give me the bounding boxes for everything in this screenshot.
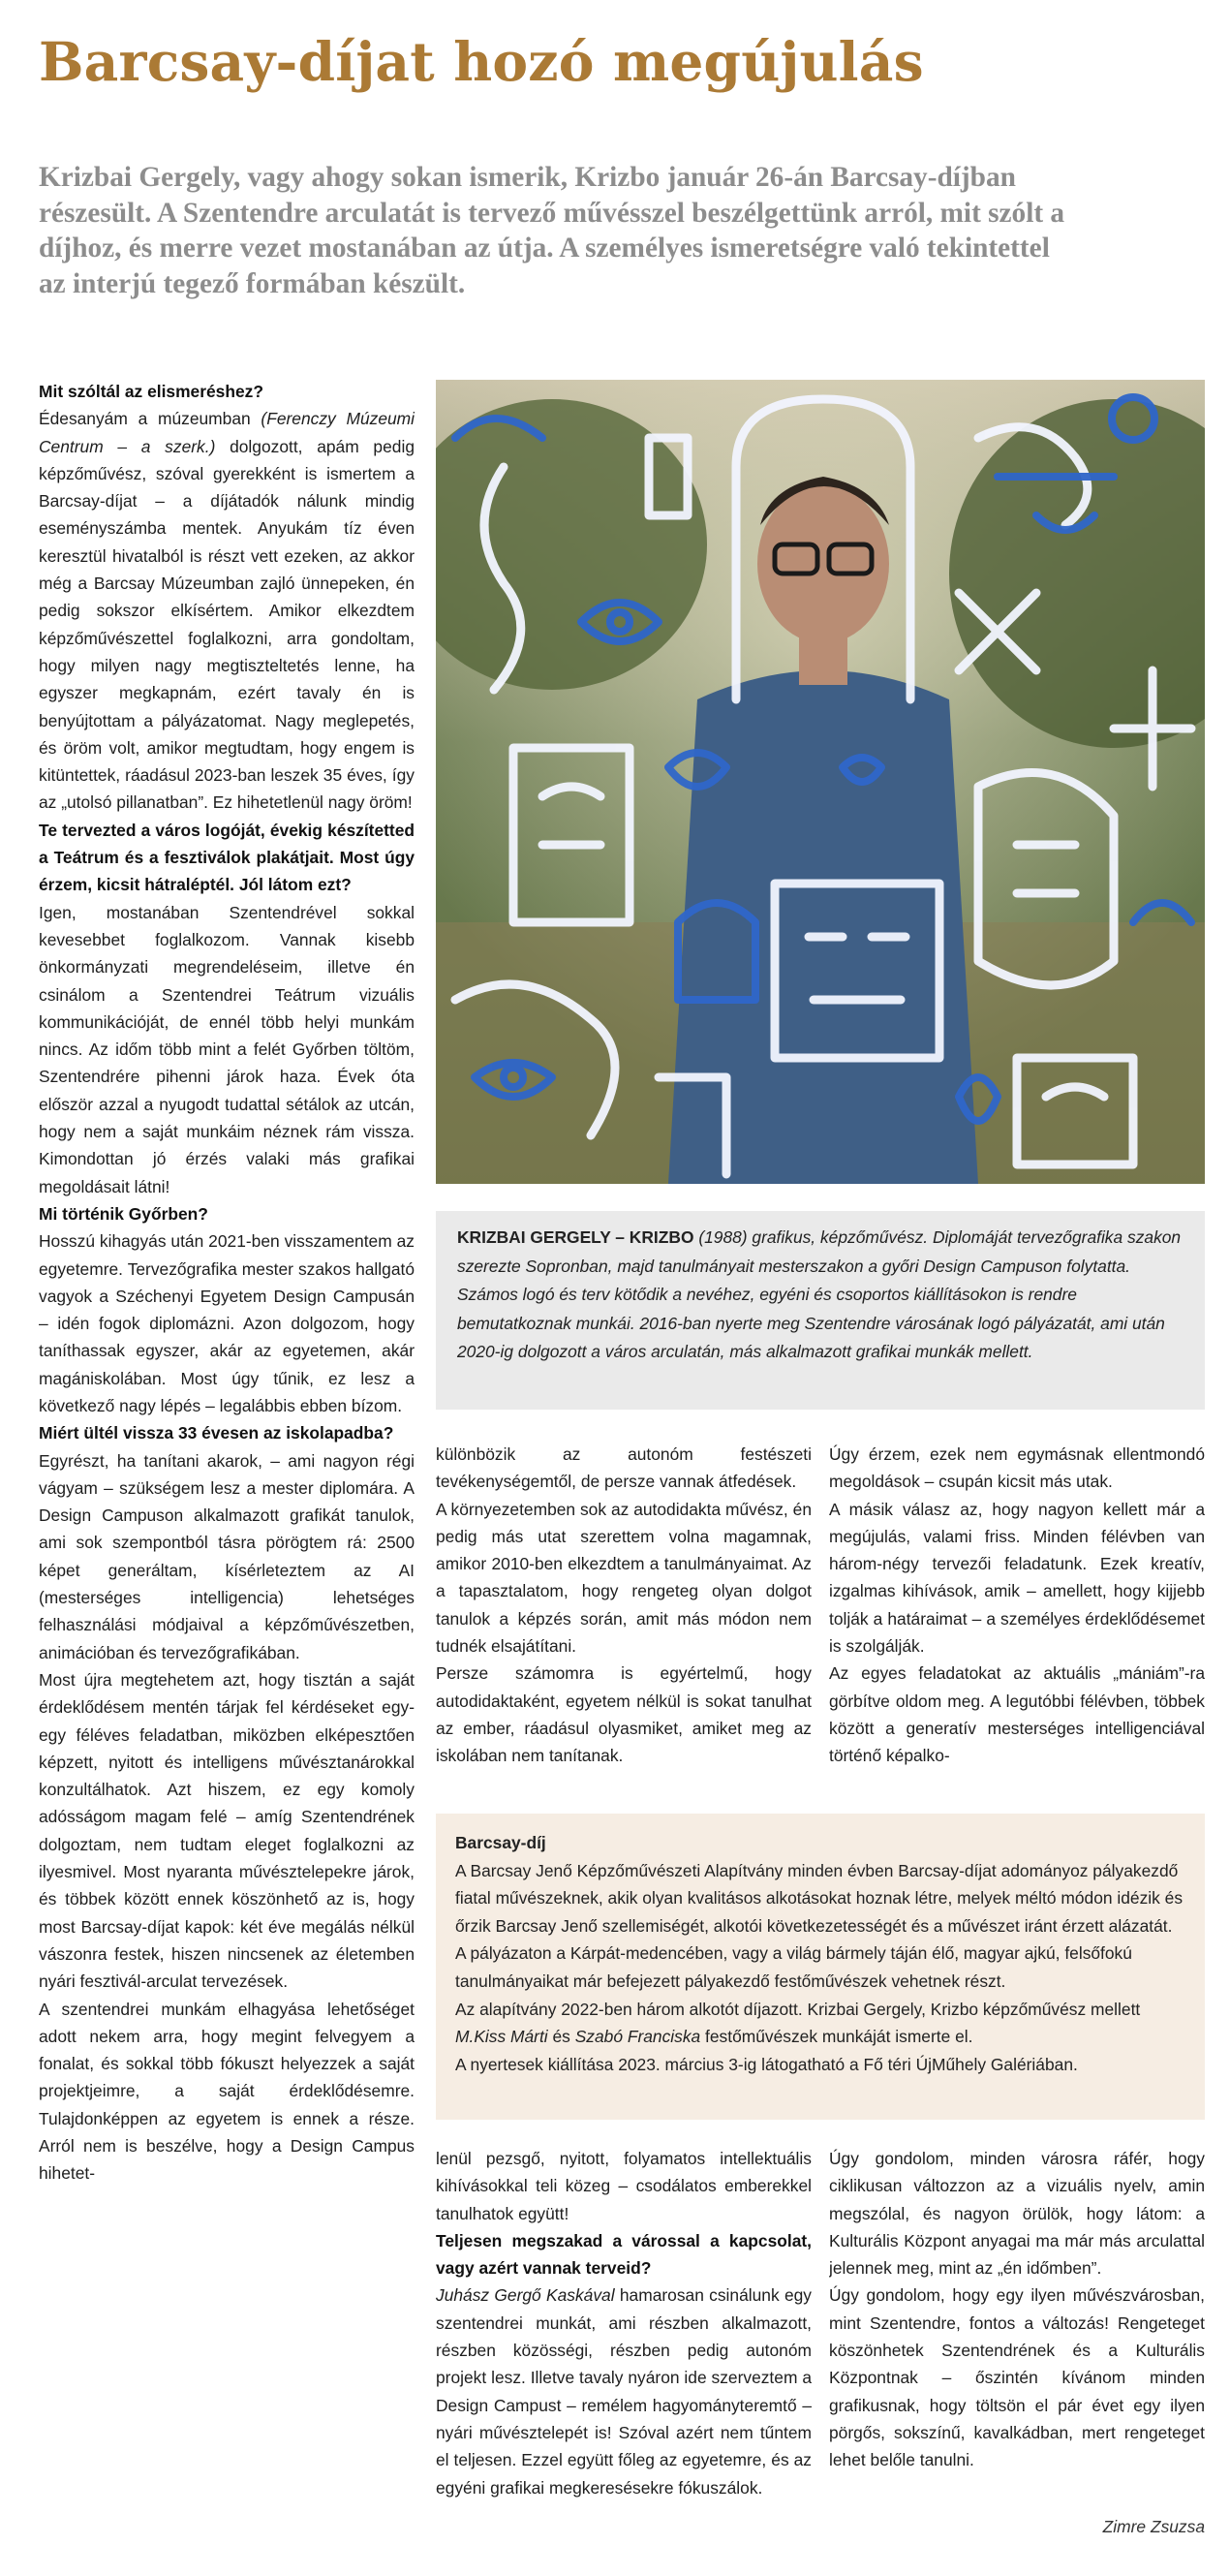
answer-4a: Egyrészt, ha tanítani akarok, – ami nagyon régi vágyam – szükségem lesz a mester diplomára. A Design Campuson alkalmazott grafikát tanulok, ami sok szempontból tásra pörögtem rá: 2500 képet generáltam, kísérleteztem az AI (mesterséges intelligencia) lehetséges felhasználási módjaival a képzőművészetben, animációban és tervezőgrafikában. (39, 1450, 415, 1662)
article-lead: Krizbai Gergely, vagy ahogy sokan ismerik, Krizbo január 26-án Barcsay-díjban részesült. A Szentendre arculatát is tervező művésszel beszélgettünk arról, mit szólt a díjhoz, és merre vezet mostanában az útja. A személyes ismeretségre való tekintettel az interjú tegező formában készült. (39, 162, 1065, 299)
box-paragraph-4: A nyertesek kiállítása 2023. március 3-ig látogatható a Fő téri ÚjMűhely Galériában. (455, 2054, 1078, 2074)
portrait-photo (436, 380, 1205, 1184)
answer-5: Juhász Gergő Kaskával hamarosan csinálunk egy szentendrei munkát, ami részben alkalmazott, részben közösségi, részben pedig autonóm projekt lesz. Illetve tavaly nyáron ide szerveztem a Design Campust – remélem hagyományteremtő – nyári művésztelepét is! Szóval azért nem tűntem el teljesen. Ezzel együtt főleg az egyetemre, és az egyéni grafikai megkeresésekre fókuszálok. (436, 2285, 812, 2498)
answer-2: Igen, mostanában Szentendrével sokkal kevesebbet foglalkozom. Vannak kisebb önkormányzati megrendeléseim, illetve én csinálom a Szentendrei Teátrum vizuális kommunikációját, de ennél több helyi munkám nincs. Az időm több mint a felét Győrben töltöm, Szentendrére pihenni járok haza. Évek óta először azzal a nyugodt tudattal sétálok az utcán, hogy nem a saját munkáim néznek rám vissza. Kimondottan jó érzés valaki más grafikai megoldásait látni! (39, 902, 415, 1196)
col6-paragraph-1: Úgy gondolom, minden városra ráfér, hogy ciklikusan változzon az a vizuális nyelv, amin megszólal, és nagyon örülök, hogy látom: a Kulturális Központ anyagai ma már más arculattal jelennek meg, mint az „én időmben”. (829, 2149, 1205, 2279)
answer-4c: A szentendrei munkám elhagyása lehetőséget adott nekem arra, hogy megint felvegyem a fonalat, és sokkal több fókuszt helyezzek a saját projektjeimre, a saját érdeklődésemre. Tulajdonképpen az egyetem is ennek a része. Arról nem is beszélve, hogy a Design Campus hihetet- (39, 1999, 415, 2184)
question-1: Mit szóltál az elismeréshez? (39, 382, 263, 401)
box-paragraph-2: A pályázaton a Kárpát-medencében, vagy a világ bármely táján élő, magyar ajkú, felsőfokú tanulmányaikat már befejezett pályakezdő festőművészek vehetnek részt. (455, 1943, 1132, 1991)
col6-paragraph-2: Úgy gondolom, hogy egy ilyen művészvárosban, mint Szentendre, fontos a változás! Rengeteget köszönhetek Szentendrének és a Kulturális Központnak – őszintén kívánom minden grafikusnak, hogy töltsön el pár évet egy ilyen pörgős, sokszínű, kavalkádban, mert rengeteget lehet belőle tanulni. (829, 2285, 1205, 2470)
col2-paragraph-3: Persze számomra is egyértelmű, hogy autodidaktaként, egyetem nélkül is sokat tanulhat az ember, ráadásul olyasmiket, amiket meg az iskolában nem tanítanak. (436, 1663, 812, 1766)
col3-paragraph-3: Az egyes feladatokat az aktuális „mániám”-ra görbítve oldom meg. A legutóbbi félévben, többek között a generatív mesterséges intelligenciával történő képalko- (829, 1663, 1205, 1766)
question-5: Teljesen megszakad a várossal a kapcsolat, vagy azért vannak terveid? (436, 2230, 812, 2279)
text-column-3 (829, 1441, 1205, 1809)
answer-3: Hosszú kihagyás után 2021-ben visszamentem az egyetemre. Tervezőgrafika mester szakos hallgató vagyok a Széchenyi Egyetem Design Campusán – idén fogok diplomázni. Azon dolgozom, hogy taníthassak egyszer, akár az egyetemen, akár magániskolában. Most úgy tűnik, ez lesz a következő nagy lépés – legalábbis ebben bízom. (39, 1231, 415, 1415)
question-4: Miért ültél vissza 33 évesen az iskolapadba? (39, 1423, 394, 1443)
box-title: Barcsay-díj (455, 1833, 546, 1852)
text-column-1 (39, 378, 415, 2558)
box-paragraph-1: A Barcsay Jenő Képzőművészeti Alapítvány minden évben Barcsay-díjat adományoz pályakezdő fiatal művészeknek, akik olyan kvalitásos alkotásokat hoznak létre, melyek méltó módon idézik és őrzik Barcsay Jenő szellemiségét, alkotói következetességét és a művészet iránt érzett alázatát. (455, 1860, 1184, 1936)
box-paragraph-3: Az alapítvány 2022-ben három alkotót díjazott. Krizbai Gergely, Krizbo képzőművész mellett M.Kiss Márti és Szabó Franciska festőművészek munkáját ismerte el. (455, 1999, 1141, 2047)
text-column-2 (436, 1441, 812, 1809)
col3-paragraph-2: A másik válasz az, hogy nagyon kellett már a megújulás, valami friss. Minden félévben van három-négy tervezői feladatunk. Ezek kreatív, izgalmas kihívások, amik – amellett, hogy kijjebb tolják a határaimat – a személyes érdeklődésemet is szolgálják. (829, 1499, 1205, 1657)
answer-4b: Most újra megtehetem azt, hogy tisztán a saját érdeklődésem mentén tárjak fel kérdéseket egy-egy féléves feladatban, miközben elképesztően képzett, nyitott és intelligens művésztanárokkal konzultálhatok. Azt hiszem, ez egy komoly adósságom magam felé – amíg Szentendrének dolgoztam, nem tudtam eleget foglalkozni az ilyesmivel. Most nyaranta művésztelepekre járok, és többek között ennek köszönhető az is, hogy most Barcsay-díjat kapok: két éve megálás nélkül vászonra festek, hiszen nincsenek az életemben nyári fesztivál-arculat tervezések. (39, 1669, 415, 1992)
col3-paragraph-1: Úgy érzem, ezek nem egymásnak ellentmondó megoldások – csupán kicsit más utak. (829, 1444, 1205, 1492)
text-column-6 (829, 2145, 1205, 2513)
question-2: Te tervezted a város logóját, évekig készítetted a Teátrum és a fesztiválok plakátjait. Most úgy érzem, kicsit hátraléptél. Jól látom ezt? (39, 820, 415, 895)
text-column-5 (436, 2145, 812, 2561)
col2-paragraph-2: A környezetemben sok az autodidakta művész, én pedig más utat szerettem volna magamnak, amikor 2010-ben elkezdtem a tanulmányaimat. Az a tapasztalatom, hogy rengeteg olyan dolgot tanulok a képzés során, amit más módon nem tudnék elsajátítani. (436, 1499, 812, 1657)
photo-caption (436, 1211, 1205, 1410)
answer-1: Édesanyám a múzeumban (Ferenczy Múzeumi Centrum – a szerk.) dolgozott, apám pedig képzőművész, szóval gyerekként is ismertem a Barcsay-díjat – a díjátadók nálunk mindig eseményszámba mentek. Anyukám tíz éven keresztül hivatalból is részt vett ezeken, az akkor még a Barcsay Múzeumban zajló ünnepeken, én pedig sokszor elkísértem. Amikor elkezdtem képzőművészettel foglalkozni, arra gondoltam, hogy milyen nagy megtiszteltetés lenne, ha egyszer megkapnám, ezért tavaly én is benyújtottam a pályázatomat. Nagy meglepetés, és öröm volt, amikor megtudtam, hogy engem is kitüntettek, ráadásul 2023-ban leszek 35 éves, így az „utolsó pillanatban”. Ez hihetetlenül nagy öröm! (39, 409, 415, 813)
article-title: Barcsay-díjat hozó megújulás (39, 30, 924, 93)
question-3: Mi történik Győrben? (39, 1203, 208, 1224)
caption-name: KRIZBAI GERGELY – KRIZBO (457, 1227, 694, 1247)
col5-paragraph-1: lenül pezsgő, nyitott, folyamatos intellektuális kihívásokkal teli közeg – csodálatos emberekkel tanulhatok együtt! (436, 2149, 812, 2223)
author-signature: Zimre Zsuzsa (1102, 2517, 1205, 2536)
col2-paragraph-1: különbözik az autonóm festészeti tevékenységemtől, de persze vannak átfedések. (436, 1444, 812, 1492)
barcsay-prize-info-box (436, 1814, 1205, 2120)
caption-text: (1988) grafikus, képzőművész. Diplomáját tervezőgrafika szakon szerezte Sopronban, majd tanulmányait mesterszakon a győri Design Campuson folytatta. Számos logó és terv kötődik a nevéhez, egyéni és csoportos kiállításokon is rendre bemutatkoznak munkái. 2016-ban nyerte meg Szentendre városának logó pályázatát, ami után 2020-ig dolgozott a város arculatán, más alkalmazott grafikai munkák mellett. (457, 1227, 1182, 1361)
